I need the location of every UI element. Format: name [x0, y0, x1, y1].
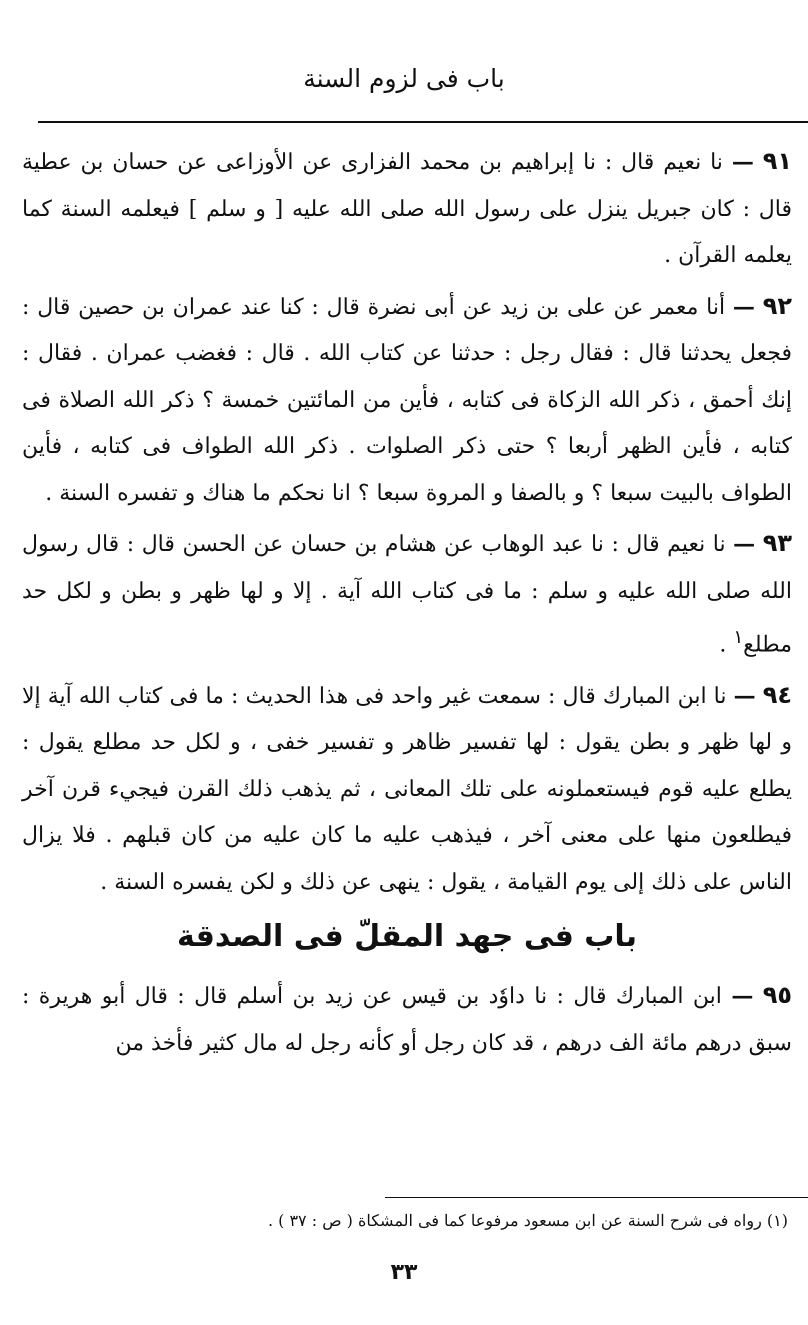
header-rule — [38, 121, 808, 123]
footnote-rule — [385, 1197, 808, 1198]
hadith-text: ابن المبارك قال : نا داوٗد بن قيس عن زيد بن أسلم قال : قال أبو هريرة : سبق درهم مائة الف درهم ، قد كان رجل أو كأنه رجل له مال كثير فأخذ من — [22, 984, 792, 1056]
footnote-text: رواه فى شرح السنة عن ابن مسعود مرفوعا كما فى المشكاة ( ص : ٣٧ ) . — [267, 1211, 762, 1230]
hadith-number: ٩١ — [762, 147, 793, 175]
hadith-text: نا نعيم قال : نا إبراهيم بن محمد الفزارى عن الأوزاعى عن حسان بن عطية قال : كان جبريل ينزل على رسول الله صلى الله عليه [ و سلم ] فيعلمه السنة كما يعلمه القرآن . — [22, 150, 792, 268]
running-header: باب فى لزوم السنة — [303, 64, 505, 93]
hadith-paragraph-92 — [22, 283, 792, 518]
hadith-paragraph-91 — [22, 138, 792, 280]
footnote-reference: ١ — [733, 627, 744, 648]
hadith-text-end: . — [719, 632, 734, 658]
hadith-dash: — — [731, 983, 754, 1010]
hadith-paragraph-93 — [22, 520, 792, 669]
hadith-text: نا ابن المبارك قال : سمعت غير واحد فى هذا الحديث : ما فى كتاب الله آية إلا و لها ظهر و بطن يقول : لها تفسير ظاهر و تفسير خفى ، و لكل حد مطلع يقول : يطلع عليه قوم فيستعملونه على تلك المعانى ، ثم يذهب ذلك القرن فيجيء قرن آخر فيطلعون منها على معنى آخر ، فيذهب عليه ما كان عليه من كان قبلهم . فلا يزال الناس على ذلك إلى يوم القيامة ، يقول : ينهى عن ذلك و لكن يفسره السنة . — [22, 683, 792, 895]
page-number: ٣٣ — [390, 1260, 418, 1285]
hadith-number: ٩٢ — [762, 291, 792, 320]
hadith-text: نا نعيم قال : نا عبد الوهاب عن هشام بن حسان عن الحسن قال : قال رسول الله صلى الله عليه و سلم : ما فى كتاب الله آية . إلا و لها ظهر و بطن و لكل حد مطلع — [22, 532, 792, 658]
hadith-dash: — — [733, 531, 756, 557]
hadith-dash: — — [731, 149, 754, 175]
hadith-dash: — — [733, 682, 756, 709]
footnote-marker: (١) — [766, 1211, 788, 1230]
footnote — [240, 1208, 788, 1234]
hadith-number: ٩٤ — [762, 680, 793, 709]
hadith-text: أنا معمر عن على بن زيد عن أبى نضرة قال : كنا عند عمران بن حصين قال : فجعل يحدثنا قال : فقال رجل : حدثنا عن كتاب الله . قال : فغضب عمران . فقال : إنك أحمق ، ذكر الله الزكاة فى كتابه ، فأين من المائتين خمسة ؟ ذكر الله الصلاة فى كتابه ، فأين الظهر أربعا ؟ حتى ذكر الصلوات . ذكر الله الطواف فى كتابه ، فأين الطواف بالبيت سبعا ؟ و بالصفا و المروة سبعا ؟ انا نحكم ما هناك و تفسره السنة . — [22, 294, 792, 506]
hadith-number: ٩٥ — [762, 981, 792, 1010]
hadith-paragraph-94 — [22, 672, 792, 907]
body-text — [22, 138, 792, 1067]
hadith-number: ٩٣ — [762, 529, 792, 557]
section-heading: باب فى جهد المقلّ فى الصدقة — [177, 919, 637, 955]
hadith-paragraph-95 — [22, 972, 792, 1067]
hadith-dash: — — [732, 293, 755, 320]
